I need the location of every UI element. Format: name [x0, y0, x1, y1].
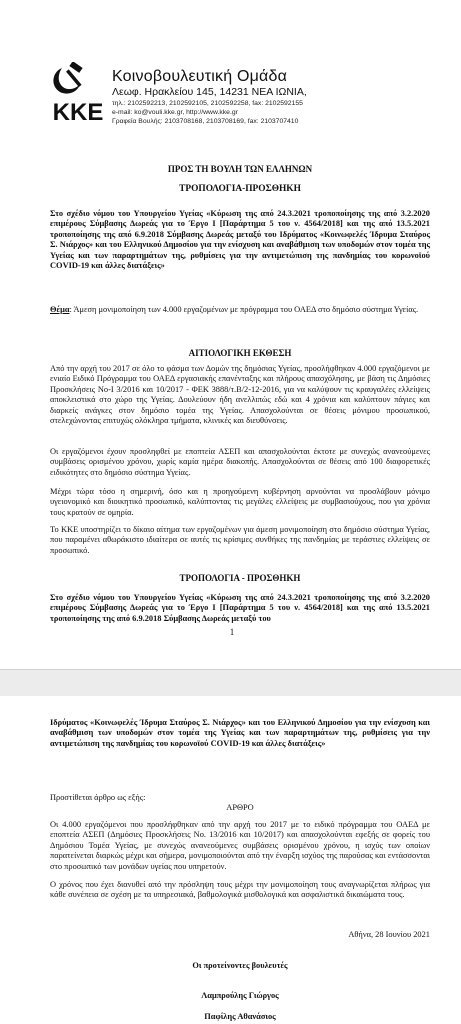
svg-text:KKE: KKE: [52, 99, 104, 124]
article-paragraph: Οι 4.000 εργαζόμενοι που προσλήφθηκαν από την αρχή του 2017 με το ειδικό πρόγραμμα του ΟΑΕΔ με εποπτεία ΑΣΕΠ (Δημόσιες Προσκλήσεις Νο. 13/2016 και 10/2017) και απασχολούνται εφεξής σε φορείς του Δημόσιου Τομέα Υγείας, με συνεχώς ανανεούμενες συμβάσεις ορισμένου χρόνου, η ισχύς των οποίων παρατείνεται διαρκώς μέχρι και σήμερα, μονιμοποιούνται από την έναρξη ισχύος της παρούσας και εντάσσονται στο προσωπικό των μονάδων υγείας που υπηρετούν.: [50, 820, 430, 871]
report-heading: ΑΙΤΙΟΛΟΓΙΚΗ ΕΚΘΕΣΗ: [188, 348, 292, 358]
subject-text: : Άμεση μονιμοποίηση των 4.000 εργαζομένων με πρόγραμμα του ΟΑΕΔ στο δημόσιο σύστημα Υγείας.: [69, 305, 419, 314]
bill-title-2: Στο σχέδιο νόμου του Υπουργείου Υγείας «Κύρωση της από 24.3.2021 τροποποίησης της από 3.2.2020 επιμέρους Σύμβασης Δωρεάς για το Έργο I [Παράρτημα 5 του ν. 4564/2018] και της από 13.5.2021 τροποποίησης της από 6.9.2018 Σύμβασης Δωρεάς μεταξύ του: [50, 593, 430, 623]
mp-name: Λαμπρούλης Γιώργος: [201, 991, 279, 1000]
subject: [50, 305, 430, 315]
document-type-heading: ΤΡΟΠΟΛΟΓΙΑ-ΠΡΟΣΘΗΚΗ: [179, 184, 301, 194]
party-address: Λεωφ. Ηρακλείου 145, 14231 ΝΕΑ ΙΩΝΙΑ,: [112, 86, 307, 98]
hammer-sickle-icon: [48, 62, 108, 124]
party-parliament-offices: Γραφεία Βουλής: 2103708168, 2103708169, fax: 2103707410: [112, 118, 299, 125]
party-phones: τηλ.: 2102592213, 2102592105, 2102592258, fax: 2102592155: [112, 100, 303, 107]
mp-name: Παφίλης Αθανάσιος: [204, 1012, 276, 1021]
article-heading: ΑΡΘΡΟ: [226, 803, 254, 812]
report-paragraph: Από την αρχή του 2017 σε όλο το φάσμα των Δομών της δημόσιας Υγείας, προσλήφθηκαν 4.000 εργαζόμενοι με ενιαίο Ειδικό Πρόγραμμα του ΟΑΕΔ εργασιακής επανένταξης και πλήρους απασχόλησης, με βάση τις Δημόσιες Προσκλήσεις Νο-Ι 3/2016 και 10/2017 - ΦΕΚ 3888/τ.Β/2-12-2016, για να καλύψουν τις κραυγαλέες ελλείψεις αποκλειστικά στο χώρο της Υγείας. Δουλεύουν ήδη ανελλιπώς εδώ και 4 χρόνια και καλύπτουν πάγιες και διαρκείς ανάγκες στον δημόσιο τομέα της Υγείας. Απασχολούνται σε θέσεις μόνιμου προσωπικού, στελεχώνοντας επιτυχώς ολόκληρα τμήματα, κλινικές και διευθύνσεις.: [50, 364, 430, 426]
report-paragraph: Μέχρι τώρα τόσο η σημερινή, όσο και η προηγούμενη κυβέρνηση αρνούνται να προσλάβουν μόνιμο υγειονομικό και διοικητικό προσωπικό, καλύπτοντας τις μεγάλες ελλείψεις με συμβασιούχους, που για χρόνια τους κρατούν σε ομηρία.: [50, 487, 430, 517]
subject-label: Θέμα: [50, 305, 70, 314]
added-article-intro: Προστίθεται άρθρο ως εξής:: [50, 793, 146, 802]
kke-logo: [48, 62, 108, 124]
party-name: Κοινοβουλευτική Ομάδα: [112, 68, 288, 85]
bill-title: Στο σχέδιο νόμου του Υπουργείου Υγείας «Κύρωση της από 24.3.2021 τροποποίησης της από 3.2.2020 επιμέρους Σύμβασης Δωρεάς για το Έργο I [Παράρτημα 5 του ν. 4564/2018] και της από 13.5.2021 τροποποίησης της από 6.9.2018 Σύμβασης Δωρεάς μεταξύ του Ιδρύματος «Κοινωφελές Ίδρυμα Σταύρος Σ. Νιάρχος» και του Ελληνικού Δημοσίου για την ενίσχυση και αναβάθμιση των υποδομών στον τομέα της Υγείας και των παραρτημάτων της, ρυθμίσεις για την αντιμετώπιση της πανδημίας του κορωνοϊού COVID-19 και άλλες διατάξεις»: [50, 209, 430, 271]
page-number: 1: [229, 627, 235, 637]
document-page-2: [0, 696, 461, 1024]
proposers-label: Οι προτείνοντες βουλευτές: [192, 961, 288, 970]
document-type-heading-2: ΤΡΟΠΟΛΟΓΙΑ - ΠΡΟΣΘΗΚΗ: [179, 573, 301, 583]
party-email: e-mail: ko@vouli.kke.gr, http://www.kke.gr: [112, 109, 238, 116]
bill-title-continued: Ιδρύματος «Κοινωφελές Ίδρυμα Σταύρος Σ. Νιάρχος» και του Ελληνικού Δημοσίου για την ενίσχυση και αναβάθμιση των υποδομών στον τομέα της Υγείας και των παραρτημάτων της, ρυθμίσεις για την αντιμετώπιση της πανδημίας του κορωνοϊού COVID-19 και άλλες διατάξεις»: [50, 718, 430, 748]
report-paragraph: Το ΚΚΕ υποστηρίζει το δίκαιο αίτημα των εργαζομένων για άμεση μονιμοποίηση στο δημόσιο σύστημα Υγείας, που παραμένει αθωράκιστο ιδιαίτερα σε αυτές τις κρίσιμες συνθήκες της πανδημίας με τεράστιες ελλείψεις σε προσωπικό.: [50, 525, 430, 555]
addressee: ΠΡΟΣ ΤΗ ΒΟΥΛΗ ΤΩΝ ΕΛΛΗΝΩΝ: [167, 164, 313, 174]
party-header: [112, 68, 457, 126]
page-separator: [0, 669, 461, 697]
report-paragraph: Οι εργαζόμενοι έχουν προσληφθεί με εποπτεία ΑΣΕΠ και απασχολούνται έκτοτε με συνεχώς ανανεούμενες συμβάσεις ορισμένου χρόνου, χωρίς καμία ημέρα διακοπής. Απασχολούνται σε θέσεις από 100 διαφορετικές ειδικότητες στο δημόσιο σύστημα Υγείας.: [50, 447, 430, 477]
article-paragraph: Ο χρόνος που έχει διανυθεί από την πρόσληψη τους μέχρι την μονιμοποίηση τους αναγνωρίζεται πλήρως για κάθε συνέπεια σε σχέση με τα υπηρεσιακά, βαθμολογικά μισθολογικά και ασφαλιστικά δικαιώματα τους.: [50, 880, 430, 900]
date-place: Αθήνα, 28 Ιουνίου 2021: [348, 930, 430, 939]
